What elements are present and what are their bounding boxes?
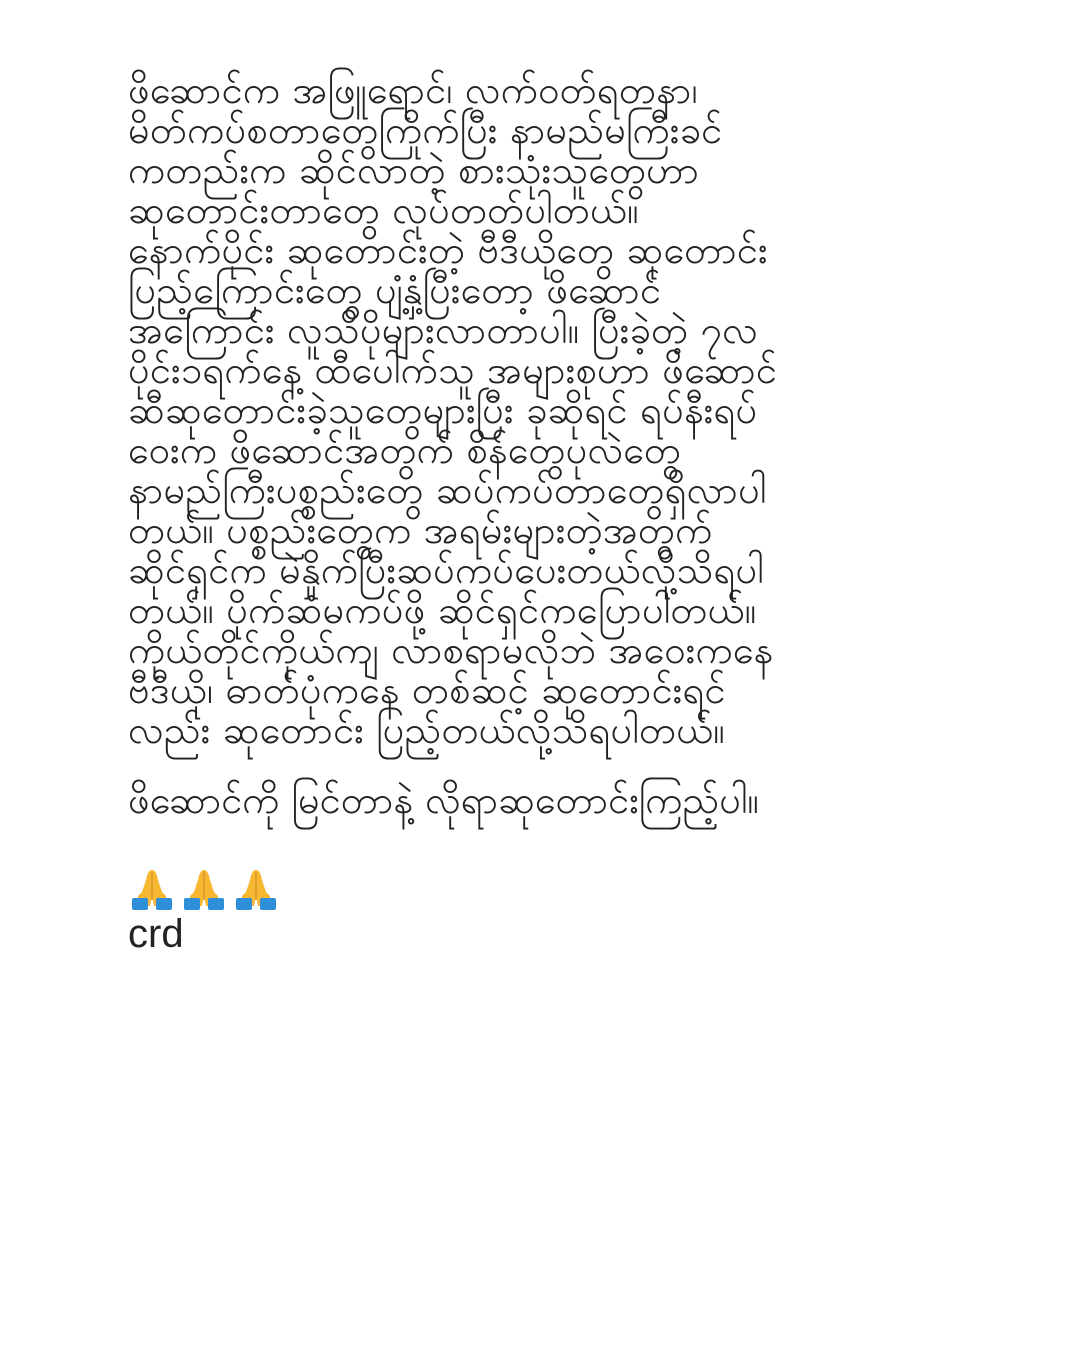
paragraph-line: ဆိုင်ရှင်က မဲနှိုက်ပြီးဆပ်ကပ်ပေးတယ်လို့သိရပါ (128, 548, 764, 592)
paragraph-line: ပြည့်ကြောင်းတွေ ပျံ့နှံ့ပြီးတော့ ဖိဆောင် (128, 268, 662, 312)
paragraph-line: ဆီဆုတောင်းခဲ့သူတွေများပြီး ခုဆိုရင် ရပ်နီးရပ် (128, 388, 758, 432)
folded-hands-icon (232, 866, 280, 910)
paragraph-line: နာမည်ကြီးပစ္စည်းတွေ ဆပ်ကပ်တာတွေရှိလာပါ (128, 468, 767, 512)
paragraph-spacer (128, 750, 1028, 780)
paragraph-line: ကတည်းက ဆိုင်လာတဲ့ စားသုံးသူတွေဟာ (128, 148, 700, 192)
paragraph-line: ဆုတောင်းတာတွေ လုပ်တတ်ပါတယ်။ (128, 188, 639, 232)
paragraph-line: ကိုယ်တိုင်ကိုယ်ကျ လာစရာမလိုဘဲ အဝေးကနေ (128, 628, 774, 672)
paragraph-line: အကြောင်း လူသိပိုများလာတာပါ။ ပြီးခဲ့တဲ့ ၇လ (128, 308, 758, 352)
paragraph-line: မိတ်ကပ်စတာတွေကြိုက်ပြီး နာမည်မကြီးခင် (128, 108, 723, 152)
credit-text: crd (128, 912, 184, 956)
paragraph-line: ဖိဆောင်က အဖြူရောင်၊ လက်ဝတ်ရတနာ၊ (128, 68, 698, 112)
closing-line: ဖိဆောင်ကို မြင်တာနဲ့ လိုရာဆုတောင်းကြည့်ပါ။ (128, 778, 759, 822)
paragraph-line: တယ်။ ပစ္စည်းတွေက အရမ်းများတဲ့အတွက် (128, 508, 713, 552)
paragraph-line: ဗီဒီယို၊ ဓာတ်ပုံကနေ တစ်ဆင့် ဆုတောင်းရင် (128, 668, 726, 712)
paragraph-line: လည်း ဆုတောင်း ပြည့်တယ်လို့သိရပါတယ်။ (128, 708, 725, 752)
emoji-row (128, 862, 1028, 910)
post-body (128, 70, 1028, 958)
paragraph-line: တယ်။ ပိုက်ဆံမကပ်ဖို့ ဆိုင်ရှင်ကပြောပါတယ်။ (128, 588, 757, 632)
paragraph-line: ပိုင်း၁ရက်နေ့ ထီပေါက်သူ အများစုဟာ ဖိဆောင် (128, 348, 778, 392)
folded-hands-icon (128, 866, 176, 910)
closing-paragraph (128, 780, 1028, 820)
post-paragraph (128, 70, 1028, 750)
folded-hands-icon (180, 866, 228, 910)
paragraph-line: နောက်ပိုင်း ဆုတောင်းတဲ့ ဗီဒီယိုတွေ ဆုတောင်း (128, 228, 768, 272)
paragraph-line: ဝေးက ဖိဆောင်အတွက် စိန်တွေပုလဲတွေ (128, 428, 682, 472)
